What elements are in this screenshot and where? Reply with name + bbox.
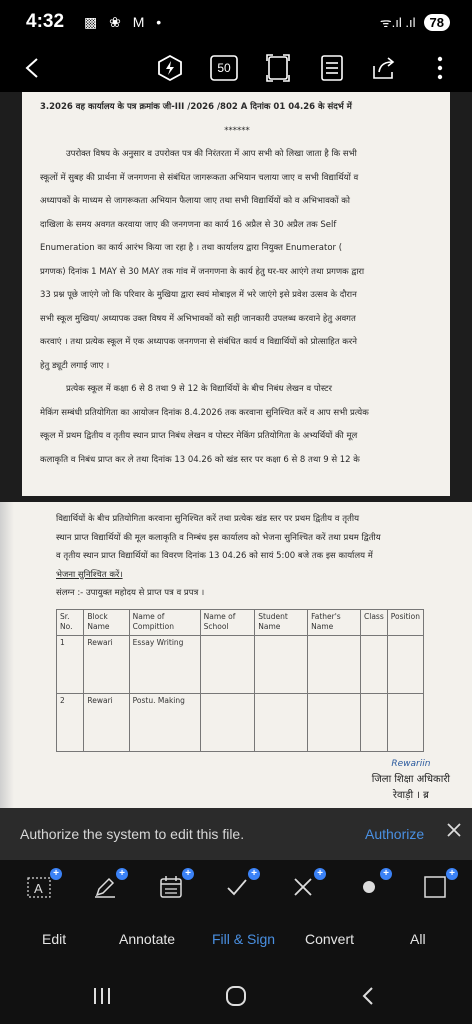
document-page-1 — [22, 92, 450, 496]
table-cell: 2 — [57, 693, 84, 751]
table-row — [57, 693, 424, 751]
doc-line: हेतु ड्यूटी लगाई जाए । — [40, 360, 110, 371]
table-cell — [308, 635, 361, 693]
table-row — [57, 635, 424, 693]
doc-line: स्कूल में प्रथम द्वितीय व तृतीय स्थान प्राप्त निबंध लेखन व पोस्टर मेकिंग प्रतियोगिता के अभ्यर्थियों की मूल — [40, 431, 358, 441]
table-cell — [255, 635, 308, 693]
doc-line: करवाएं । तथा प्रत्येक स्कूल में एक अध्यापक जनगणना से संबंधित कार्य व विद्यार्थियों को प्रोत्साहित करने — [40, 337, 357, 347]
table-header: Father's Name — [308, 609, 361, 635]
close-icon[interactable] — [446, 822, 466, 842]
more-options-icon[interactable] — [424, 52, 456, 84]
entries-table — [56, 609, 424, 752]
date-tool-icon[interactable] — [156, 868, 191, 902]
table-cell — [308, 693, 361, 751]
doc-line: व तृतीय स्थान प्राप्त विद्यार्थियों का विवरण दिनांक 13 04.26 को सायं 5:00 बजे तक इस कार्यालय में — [56, 551, 373, 561]
signature-block — [372, 756, 450, 804]
page-count-label: 50 — [217, 61, 231, 75]
doc-line: Enumeration का कार्य आरंभ किया जा रहा है । तथा कार्यालय द्वारा नियुक्त Enumerator ( — [40, 243, 343, 253]
doc-line: ****** — [224, 125, 250, 136]
table-cell — [255, 693, 308, 751]
doc-line: 3.2026 वह कार्यालय के पत्र क्रमांक जी-III /2026 /802 A दिनांक 01 04.26 के संदर्भ में — [40, 102, 352, 112]
fill-sign-toolbar — [0, 860, 472, 916]
authorize-banner — [0, 808, 472, 860]
table-cell — [387, 693, 423, 751]
table-header: Name of School — [200, 609, 255, 635]
nav-back-icon[interactable] — [356, 984, 380, 1008]
doc-line: स्थान प्राप्त विद्यार्थियों की मूल कलाकृति व निम्बंध इस कार्यालय को भेजना सुनिश्चित करें तथा प्रथम द्वितीय — [56, 532, 381, 543]
top-toolbar — [0, 44, 472, 92]
plus-badge-icon: + — [446, 868, 458, 880]
doc-line: प्रत्येक स्कूल में कक्षा 6 से 8 तथा 9 से 12 के विद्यार्थियों के बीच निबंध लेखन व पोस्टर — [66, 384, 332, 394]
page-edge — [0, 502, 14, 808]
table-header: Sr. No. — [57, 609, 84, 635]
table-header: Block Name — [84, 609, 129, 635]
table-header: Class — [361, 609, 388, 635]
status-right — [380, 13, 450, 31]
doc-line: मेकिंग सम्बंधी प्रतियोगिता का आयोजन दिनांक 8.4.2026 तक करवाना सुनिश्चित करें व आप सभी प्रत्येक — [40, 407, 369, 418]
banner-message: Authorize the system to edit this file. — [20, 826, 245, 842]
status-time: 4:32 — [26, 11, 65, 32]
document-page-2 — [0, 502, 472, 808]
ai-assistant-icon[interactable] — [154, 52, 186, 84]
system-nav-bar — [0, 964, 472, 1024]
table-cell — [200, 635, 255, 693]
signatory-title: जिला शिक्षा अधिकारी — [371, 774, 450, 785]
table-cell: Rewari — [84, 693, 129, 751]
back-arrow-icon[interactable] — [16, 52, 48, 84]
plus-badge-icon: + — [248, 868, 260, 880]
table-cell: Postu. Making — [129, 693, 200, 751]
dot-tool-icon[interactable] — [354, 868, 389, 902]
plus-badge-icon: + — [50, 868, 62, 880]
table-cell: Essay Writing — [129, 635, 200, 693]
table-cell — [361, 693, 388, 751]
table-header: Student Name — [255, 609, 308, 635]
cross-tool-icon[interactable] — [288, 868, 323, 902]
table-cell — [361, 635, 388, 693]
document-viewer[interactable] — [0, 92, 472, 808]
plus-badge-icon: + — [182, 868, 194, 880]
table-cell — [387, 635, 423, 693]
signatory-place: रेवाड़ी । ब्र — [392, 790, 429, 801]
authorize-button[interactable]: Authorize — [365, 826, 425, 842]
table-header: Name of Compittion — [129, 609, 200, 635]
doc-line: कलाकृति व निबंध प्राप्त कर ले तथा दिनांक 13 04.26 को खंड स्तर पर कक्षा 6 से 8 तथा 9 से 12 के — [40, 454, 360, 465]
check-tool-icon[interactable] — [222, 868, 257, 902]
table-cell — [200, 693, 255, 751]
bottom-tab-bar — [0, 916, 472, 964]
tab-annotate[interactable]: Annotate — [119, 931, 176, 947]
doc-line: 33 प्रश्न पूछे जाएंगे जो कि परिवार के मुखिया द्वारा स्वयं मोबाइल में भरे जाएंगे इसे प्रवेश उत्सव के दौरान — [40, 290, 357, 300]
box-tool-icon[interactable] — [420, 868, 455, 902]
plus-badge-icon: + — [116, 868, 128, 880]
home-icon[interactable] — [224, 984, 248, 1008]
doc-line: दाखिला के समय अवगत करवाया जाए की जनगणना का कार्य 16 अप्रैल से 30 अप्रैल तक Self — [40, 219, 337, 230]
table-header: Position — [387, 609, 423, 635]
signature-scribble: Rewariin — [391, 759, 431, 769]
doc-line: स्कूलों में सुबह की प्रार्थना में जनगणना से संबंधित जागरूकता अभियान चलाया जाए व सभी विद्यार्थियों व — [40, 172, 359, 183]
table-cell: Rewari — [84, 635, 129, 693]
page-count-button[interactable] — [208, 52, 240, 84]
reading-mode-icon[interactable] — [316, 52, 348, 84]
plus-badge-icon: + — [314, 868, 326, 880]
svg-text:A: A — [34, 881, 43, 896]
doc-line: भेजना सुनिश्चित करें। — [56, 569, 123, 580]
notification-icons: ▩ ❀ M • — [84, 14, 166, 30]
tab-convert[interactable]: Convert — [305, 931, 355, 947]
plus-badge-icon: + — [380, 868, 392, 880]
share-icon[interactable] — [368, 52, 400, 84]
doc-line: अध्यापकों के माध्यम से जागरूकता अभियान फैलाया जाए तथा सभी विद्यार्थियों को व अभिभावकों को — [40, 196, 350, 206]
recent-apps-icon[interactable] — [90, 984, 114, 1008]
status-bar — [0, 0, 472, 44]
tab-fill-sign[interactable]: Fill & Sign — [212, 931, 276, 947]
fit-page-icon[interactable] — [262, 52, 294, 84]
text-field-tool-icon[interactable] — [24, 868, 59, 902]
doc-line: उपरोक्त विषय के अनुसार व उपरोक्त पत्र की निरंतरता में आप सभी को लिखा जाता है कि सभी — [66, 149, 357, 159]
tab-all[interactable]: All — [410, 931, 426, 947]
battery-badge: 78 — [424, 14, 450, 31]
doc-line: विद्यार्थियों के बीच प्रतियोगिता करवाना सुनिश्चित करें तथा प्रत्येक खंड स्तर पर प्रथम द्वितीय व तृतीय — [56, 514, 360, 524]
table-cell: 1 — [57, 635, 84, 693]
tab-edit[interactable]: Edit — [42, 931, 67, 947]
signature-tool-icon[interactable] — [90, 868, 125, 902]
doc-line: संलग्न :- उपायुक्त महोदय से प्राप्त पत्र व प्रपत्र । — [56, 588, 205, 598]
signal-icon: ᯤ.ıl .ıl — [379, 15, 416, 30]
doc-line: प्रगणक) दिनांक 1 MAY से 30 MAY तक गांव में जनगणना के कार्य हेतु घर-घर आएंगे तथा प्रगणक द्वारा — [40, 266, 365, 277]
doc-line: सभी स्कूल मुखिया/ अध्यापक उक्त विषय में अभिभावकों को सही जानकारी उपलब्ध करवाने हेतु अवगत — [40, 313, 356, 324]
table-header-row — [57, 609, 424, 635]
